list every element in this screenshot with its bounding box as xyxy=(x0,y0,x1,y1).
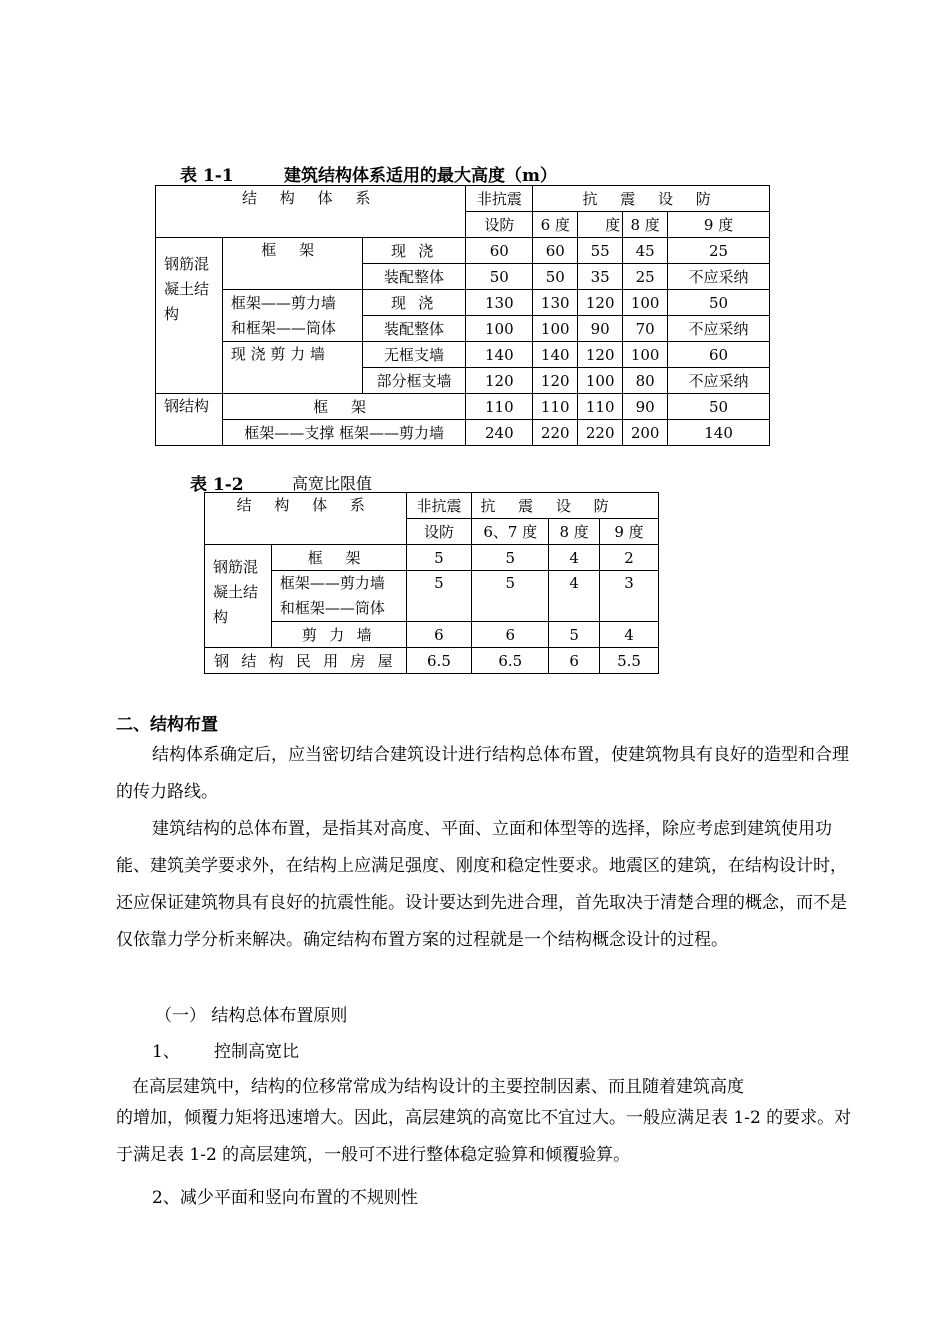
paragraph-3-rest: 的增加，倾覆力矩将迅速增大。因此，高层建筑的高宽比不宜过大。一般应满足表 1-2 的要求。对于满足表 1-2 的高层建筑，一般可不进行整体稳定验算和倾覆验算。 xyxy=(116,1108,852,1165)
table1-sub-frame: 框 架 xyxy=(222,238,362,290)
table1-cell: 80 xyxy=(623,368,668,394)
item2-title: 2、减少平面和竖向布置的不规则性 xyxy=(152,1188,418,1208)
table2-cell: 5.5 xyxy=(600,648,659,674)
table1-cell: 90 xyxy=(623,394,668,420)
table1-sub-shear: 现 浇 剪 力 墙 xyxy=(222,342,362,394)
table2-cell: 5 xyxy=(406,571,472,622)
table1-type: 部分框支墙 xyxy=(362,368,466,394)
table1-steel-brace: 框架——支撑 框架——剪力墙 xyxy=(222,420,466,446)
table1-sub-frame-wall-line1: 框架——剪力墙 xyxy=(230,293,336,312)
table1-cell: 120 xyxy=(533,368,578,394)
table1-header-nonseismic-2: 设防 xyxy=(466,212,533,238)
table1-cell: 100 xyxy=(533,316,578,342)
paragraph-3-line-1: 在高层建筑中，结构的位移常常成为结构设计的主要控制因素、而且随着建筑高度 xyxy=(132,1077,744,1097)
table1-header-seismic: 抗 震 设 防 xyxy=(533,186,770,212)
subsection-heading: （一） 结构总体布置原则 xyxy=(155,1006,348,1026)
table2-cell: 6 xyxy=(549,648,600,674)
table1-cell: 120 xyxy=(578,290,623,316)
table2-cell: 6 xyxy=(472,622,549,648)
table2-cell: 2 xyxy=(600,545,659,571)
table1-cell: 55 xyxy=(578,238,623,264)
table1-type: 装配整体 xyxy=(362,316,466,342)
table1-cell: 140 xyxy=(533,342,578,368)
table1-cell: 不应采纳 xyxy=(668,368,770,394)
section-heading: 二、结构布置 xyxy=(116,715,218,735)
table1-cell: 35 xyxy=(578,264,623,290)
table1-cell: 90 xyxy=(578,316,623,342)
table1-header-system: 结 构 体 系 xyxy=(156,186,466,238)
table2-row-shear: 剪 力 墙 xyxy=(271,622,406,648)
table1-group-rc: 钢筋混凝土结构 xyxy=(156,238,223,394)
table2-group-rc: 钢筋混凝土结构 xyxy=(205,545,272,648)
table1-type: 无框支墙 xyxy=(362,342,466,368)
table1-cell: 200 xyxy=(623,420,668,446)
table1-cell: 100 xyxy=(578,368,623,394)
table2-cell: 5 xyxy=(406,545,472,571)
table2-row-frame: 框 架 xyxy=(271,545,406,571)
table2-cell: 4 xyxy=(549,545,600,571)
table1-cell: 50 xyxy=(466,264,533,290)
table1-cell: 60 xyxy=(533,238,578,264)
table1-cell: 100 xyxy=(623,290,668,316)
table1-title: 建筑结构体系适用的最大高度（m） xyxy=(284,166,557,186)
table2-row-frame-wall xyxy=(271,571,406,622)
table1-cell: 110 xyxy=(578,394,623,420)
table2-cell: 4 xyxy=(549,571,600,622)
table1-group-steel: 钢结构 xyxy=(156,394,223,446)
table1-cell: 110 xyxy=(466,394,533,420)
table1-cell: 130 xyxy=(466,290,533,316)
table1-header-deg9: 9 度 xyxy=(668,212,770,238)
table1-cell: 240 xyxy=(466,420,533,446)
table1-cell: 50 xyxy=(533,264,578,290)
table1-cell: 120 xyxy=(578,342,623,368)
table2-header-seismic: 抗 震 设 防 xyxy=(472,493,659,519)
table1-cell: 100 xyxy=(466,316,533,342)
table2-header-nonseismic-2: 设防 xyxy=(406,519,472,545)
table2-header-deg9: 9 度 xyxy=(600,519,659,545)
table1-cell: 25 xyxy=(623,264,668,290)
table1-label: 表 1-1 xyxy=(180,166,234,186)
table2-label: 表 1-2 xyxy=(190,475,244,495)
table1-cell: 50 xyxy=(668,290,770,316)
table2-header-nonseismic: 非抗震 xyxy=(406,493,472,519)
table1-cell: 130 xyxy=(533,290,578,316)
table1-cell: 100 xyxy=(623,342,668,368)
paragraph-2: 建筑结构的总体布置，是指其对高度、平面、立面和体型等的选择，除应考虑到建筑使用功能、建筑美学要求外，在结构上应满足强度、刚度和稳定性要求。地震区的建筑，在结构设计时，还应保证建筑物具有良好的抗震性能。设计要达到先进合理，首先取决于清楚合理的概念，而不是仅依靠力学分析来解决。确定结构布置方案的过程就是一个结构概念设计的过程。 xyxy=(116,819,847,950)
table1-cell: 不应采纳 xyxy=(668,316,770,342)
table1-cell: 140 xyxy=(668,420,770,446)
table1-cell: 70 xyxy=(623,316,668,342)
table1-cell: 60 xyxy=(668,342,770,368)
table1-sub-frame-wall xyxy=(222,290,362,342)
table1-type: 现 浇 xyxy=(362,238,466,264)
table1-sub-frame-wall-line2: 和框架——筒体 xyxy=(230,318,336,337)
table1 xyxy=(155,185,770,446)
table2 xyxy=(204,492,659,674)
table2-cell: 3 xyxy=(600,571,659,622)
table1-steel-frame: 框 架 xyxy=(222,394,466,420)
table2-header-system: 结 构 体 系 xyxy=(205,493,407,545)
table1-cell: 45 xyxy=(623,238,668,264)
table1-header-deg7: 度 xyxy=(578,212,623,238)
table1-cell: 220 xyxy=(533,420,578,446)
table2-cell: 5 xyxy=(472,545,549,571)
paragraph-1: 结构体系确定后，应当密切结合建筑设计进行结构总体布置，使建筑物具有良好的造型和合理的传力路线。 xyxy=(116,745,849,802)
table1-header-deg6: 6 度 xyxy=(533,212,578,238)
item1-number: 1、 xyxy=(152,1042,180,1062)
table2-title: 高宽比限值 xyxy=(292,474,373,493)
table2-cell: 6 xyxy=(406,622,472,648)
table2-cell: 5 xyxy=(549,622,600,648)
table1-cell: 25 xyxy=(668,238,770,264)
table2-cell: 6.5 xyxy=(472,648,549,674)
table2-row-frame-wall-line2: 和框架——筒体 xyxy=(279,599,385,617)
table2-cell: 4 xyxy=(600,622,659,648)
table2-row-steel: 钢 结 构 民 用 房 屋 xyxy=(205,648,407,674)
table2-cell: 5 xyxy=(472,571,549,622)
table2-cell: 6.5 xyxy=(406,648,472,674)
table1-cell: 60 xyxy=(466,238,533,264)
table1-cell: 220 xyxy=(578,420,623,446)
item1-title: 控制高宽比 xyxy=(214,1042,299,1062)
table1-type: 现 浇 xyxy=(362,290,466,316)
table2-header-deg67: 6、7 度 xyxy=(472,519,549,545)
table1-cell: 120 xyxy=(466,368,533,394)
table1-type: 装配整体 xyxy=(362,264,466,290)
table1-cell: 140 xyxy=(466,342,533,368)
table2-row-frame-wall-line1: 框架——剪力墙 xyxy=(279,574,385,592)
table1-cell: 110 xyxy=(533,394,578,420)
table1-cell: 不应采纳 xyxy=(668,264,770,290)
table2-header-deg8: 8 度 xyxy=(549,519,600,545)
table1-cell: 50 xyxy=(668,394,770,420)
table1-header-nonseismic: 非抗震 xyxy=(466,186,533,212)
table1-header-deg8: 8 度 xyxy=(623,212,668,238)
